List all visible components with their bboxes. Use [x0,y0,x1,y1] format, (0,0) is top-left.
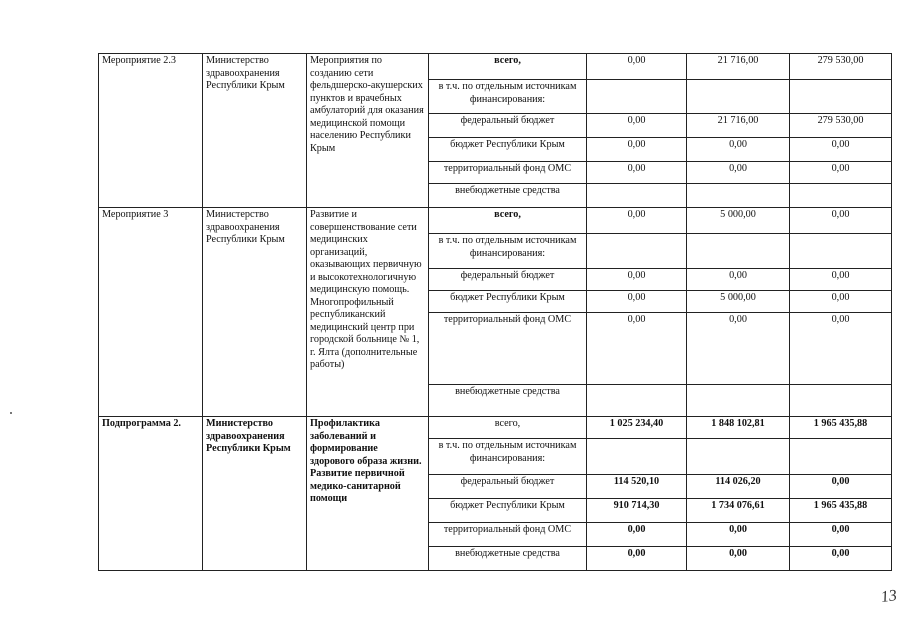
value-cell: 0,00 [790,138,892,162]
source-label: федеральный бюджет [429,475,587,499]
source-label: в т.ч. по отдельным источникам финансирования: [429,439,587,475]
event-name: Мероприятие 2.3 [99,54,203,208]
value-cell [790,234,892,269]
executor-name: Министерство здравоохранения Республики Крым [203,208,307,417]
value-cell [687,80,790,114]
value-cell [687,439,790,475]
value-cell: 114 520,10 [587,475,687,499]
event-description: Мероприятия по созданию сети фельдшерско-акушерских пунктов и врачебных амбулаторий для оказания медицинской помощи населению Республики Крым [307,54,429,208]
value-cell: 0,00 [587,208,687,234]
value-cell: 0,00 [587,269,687,291]
value-cell: 0,00 [790,547,892,571]
financing-table [98,53,892,571]
value-cell: 0,00 [790,523,892,547]
value-cell: 0,00 [587,54,687,80]
value-cell: 5 000,00 [687,291,790,313]
value-cell: 0,00 [790,291,892,313]
source-label: всего, [429,208,587,234]
value-cell: 114 026,20 [687,475,790,499]
source-label: федеральный бюджет [429,269,587,291]
value-cell: 0,00 [790,313,892,385]
value-cell [790,80,892,114]
source-label: всего, [429,54,587,80]
value-cell: 0,00 [587,291,687,313]
table-row [99,54,892,80]
source-label: внебюджетные средства [429,547,587,571]
source-label: федеральный бюджет [429,114,587,138]
value-cell: 0,00 [687,269,790,291]
source-label: территориальный фонд ОМС [429,313,587,385]
event-description: Развитие и совершенствование сети медицинских организаций, оказывающих первичную и высокотехнологичную медицинскую помощь. Многопрофильный республиканский медицинский центр при городской больнице № 1, г. Ялта (дополнительные работы) [307,208,429,417]
value-cell: 0,00 [790,475,892,499]
value-cell: 1 965 435,88 [790,499,892,523]
source-label: внебюджетные средства [429,385,587,417]
value-cell: 0,00 [687,523,790,547]
value-cell [587,80,687,114]
event-name: Подпрограмма 2. [99,417,203,571]
margin-dot [10,412,12,414]
value-cell: 0,00 [587,313,687,385]
source-label: бюджет Республики Крым [429,291,587,313]
value-cell [687,385,790,417]
value-cell: 1 025 234,40 [587,417,687,439]
value-cell [587,439,687,475]
value-cell [587,385,687,417]
value-cell: 0,00 [587,523,687,547]
value-cell: 1 965 435,88 [790,417,892,439]
value-cell: 0,00 [587,114,687,138]
value-cell: 279 530,00 [790,54,892,80]
value-cell: 0,00 [687,313,790,385]
value-cell: 21 716,00 [687,114,790,138]
page-number: 13 [879,586,899,607]
value-cell: 0,00 [790,162,892,184]
event-description: Профилактика заболеваний и формирование здорового образа жизни. Развитие первичной медико-санитарной помощи [307,417,429,571]
source-label: всего, [429,417,587,439]
executor-name: Министерство здравоохранения Республики Крым [203,417,307,571]
source-label: внебюджетные средства [429,184,587,208]
table-row [99,208,892,234]
source-label: бюджет Республики Крым [429,499,587,523]
value-cell: 0,00 [687,138,790,162]
source-label: территориальный фонд ОМС [429,162,587,184]
value-cell [790,439,892,475]
value-cell: 0,00 [687,547,790,571]
value-cell: 0,00 [587,162,687,184]
event-name: Мероприятие 3 [99,208,203,417]
value-cell: 0,00 [587,547,687,571]
value-cell [587,184,687,208]
source-label: в т.ч. по отдельным источникам финансирования: [429,234,587,269]
source-label: в т.ч. по отдельным источникам финансирования: [429,80,587,114]
table-row [99,417,892,439]
value-cell: 0,00 [587,138,687,162]
value-cell: 5 000,00 [687,208,790,234]
value-cell: 0,00 [687,162,790,184]
value-cell [790,385,892,417]
value-cell: 0,00 [790,208,892,234]
value-cell: 21 716,00 [687,54,790,80]
executor-name: Министерство здравоохранения Республики Крым [203,54,307,208]
value-cell: 279 530,00 [790,114,892,138]
value-cell: 1 734 076,61 [687,499,790,523]
value-cell [587,234,687,269]
value-cell [790,184,892,208]
value-cell: 1 848 102,81 [687,417,790,439]
value-cell [687,184,790,208]
value-cell: 0,00 [790,269,892,291]
value-cell [687,234,790,269]
value-cell: 910 714,30 [587,499,687,523]
source-label: бюджет Республики Крым [429,138,587,162]
source-label: территориальный фонд ОМС [429,523,587,547]
